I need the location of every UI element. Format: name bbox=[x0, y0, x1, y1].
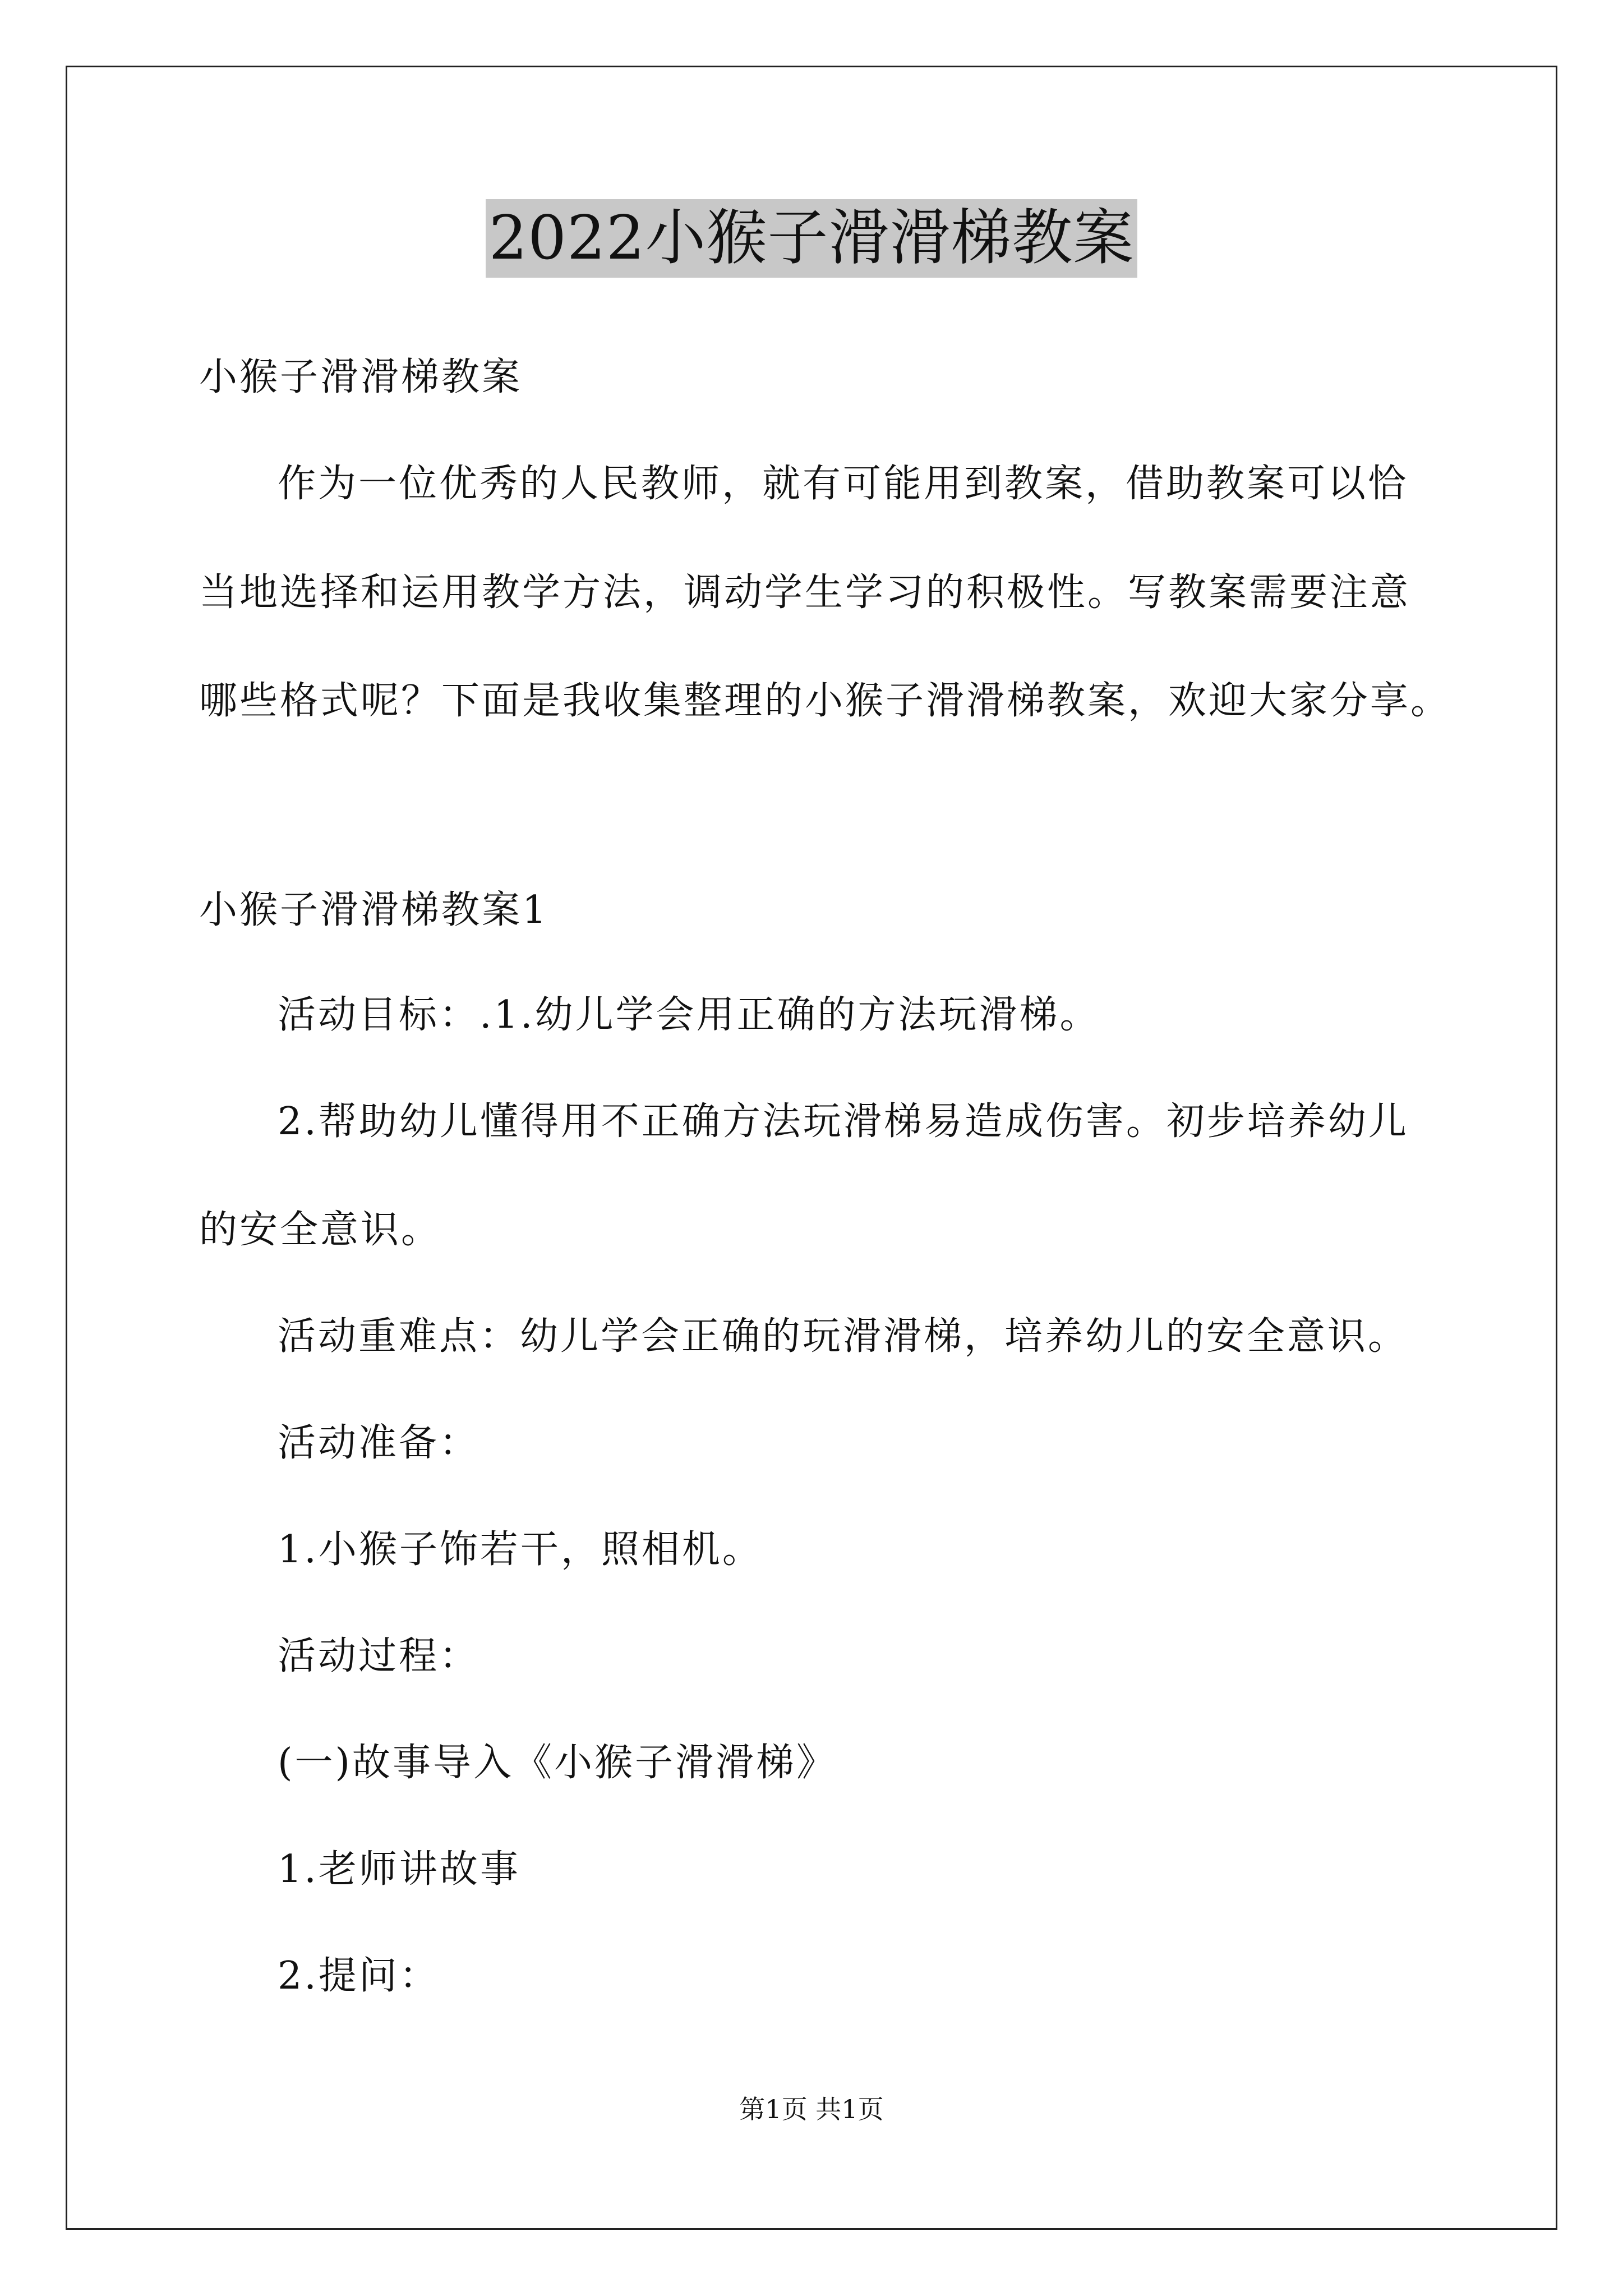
body-line: 2.提问： bbox=[278, 1954, 440, 1998]
body-line: 1.老师讲故事 bbox=[278, 1847, 520, 1892]
body-line: 1.小猴子饰若干，照相机。 bbox=[278, 1527, 763, 1572]
body-line: 活动重难点：幼儿学会正确的玩滑滑梯，培养幼儿的安全意识。 bbox=[278, 1314, 1409, 1359]
body-line: 2.帮助幼儿懂得用不正确方法玩滑梯易造成伤害。初步培养幼儿 bbox=[278, 1099, 1409, 1144]
intro-paragraph-line: 当地选择和运用教学方法，调动学生学习的积极性。写教案需要注意 bbox=[199, 570, 1411, 615]
section-heading: 小猴子滑滑梯教案1 bbox=[199, 888, 549, 932]
page-footer: 第1页 共1页 bbox=[739, 2094, 884, 2124]
document-title: 2022小猴子滑滑梯教案 bbox=[486, 199, 1138, 278]
body-line: 活动过程： bbox=[278, 1634, 480, 1678]
body-line: 活动准备： bbox=[278, 1421, 480, 1465]
title-container bbox=[0, 199, 1623, 278]
intro-paragraph-line: 作为一位优秀的人民教师，就有可能用到教案，借助教案可以恰 bbox=[278, 462, 1409, 506]
body-line: 的安全意识。 bbox=[199, 1208, 442, 1252]
body-line: 活动目标：.1.幼儿学会用正确的方法玩滑梯。 bbox=[278, 993, 1100, 1037]
document-subtitle: 小猴子滑滑梯教案 bbox=[199, 355, 523, 399]
intro-paragraph-line: 哪些格式呢？下面是我收集整理的小猴子滑滑梯教案，欢迎大家分享。 bbox=[199, 679, 1451, 723]
body-line: (一)故事导入《小猴子滑滑梯》 bbox=[278, 1741, 837, 1785]
